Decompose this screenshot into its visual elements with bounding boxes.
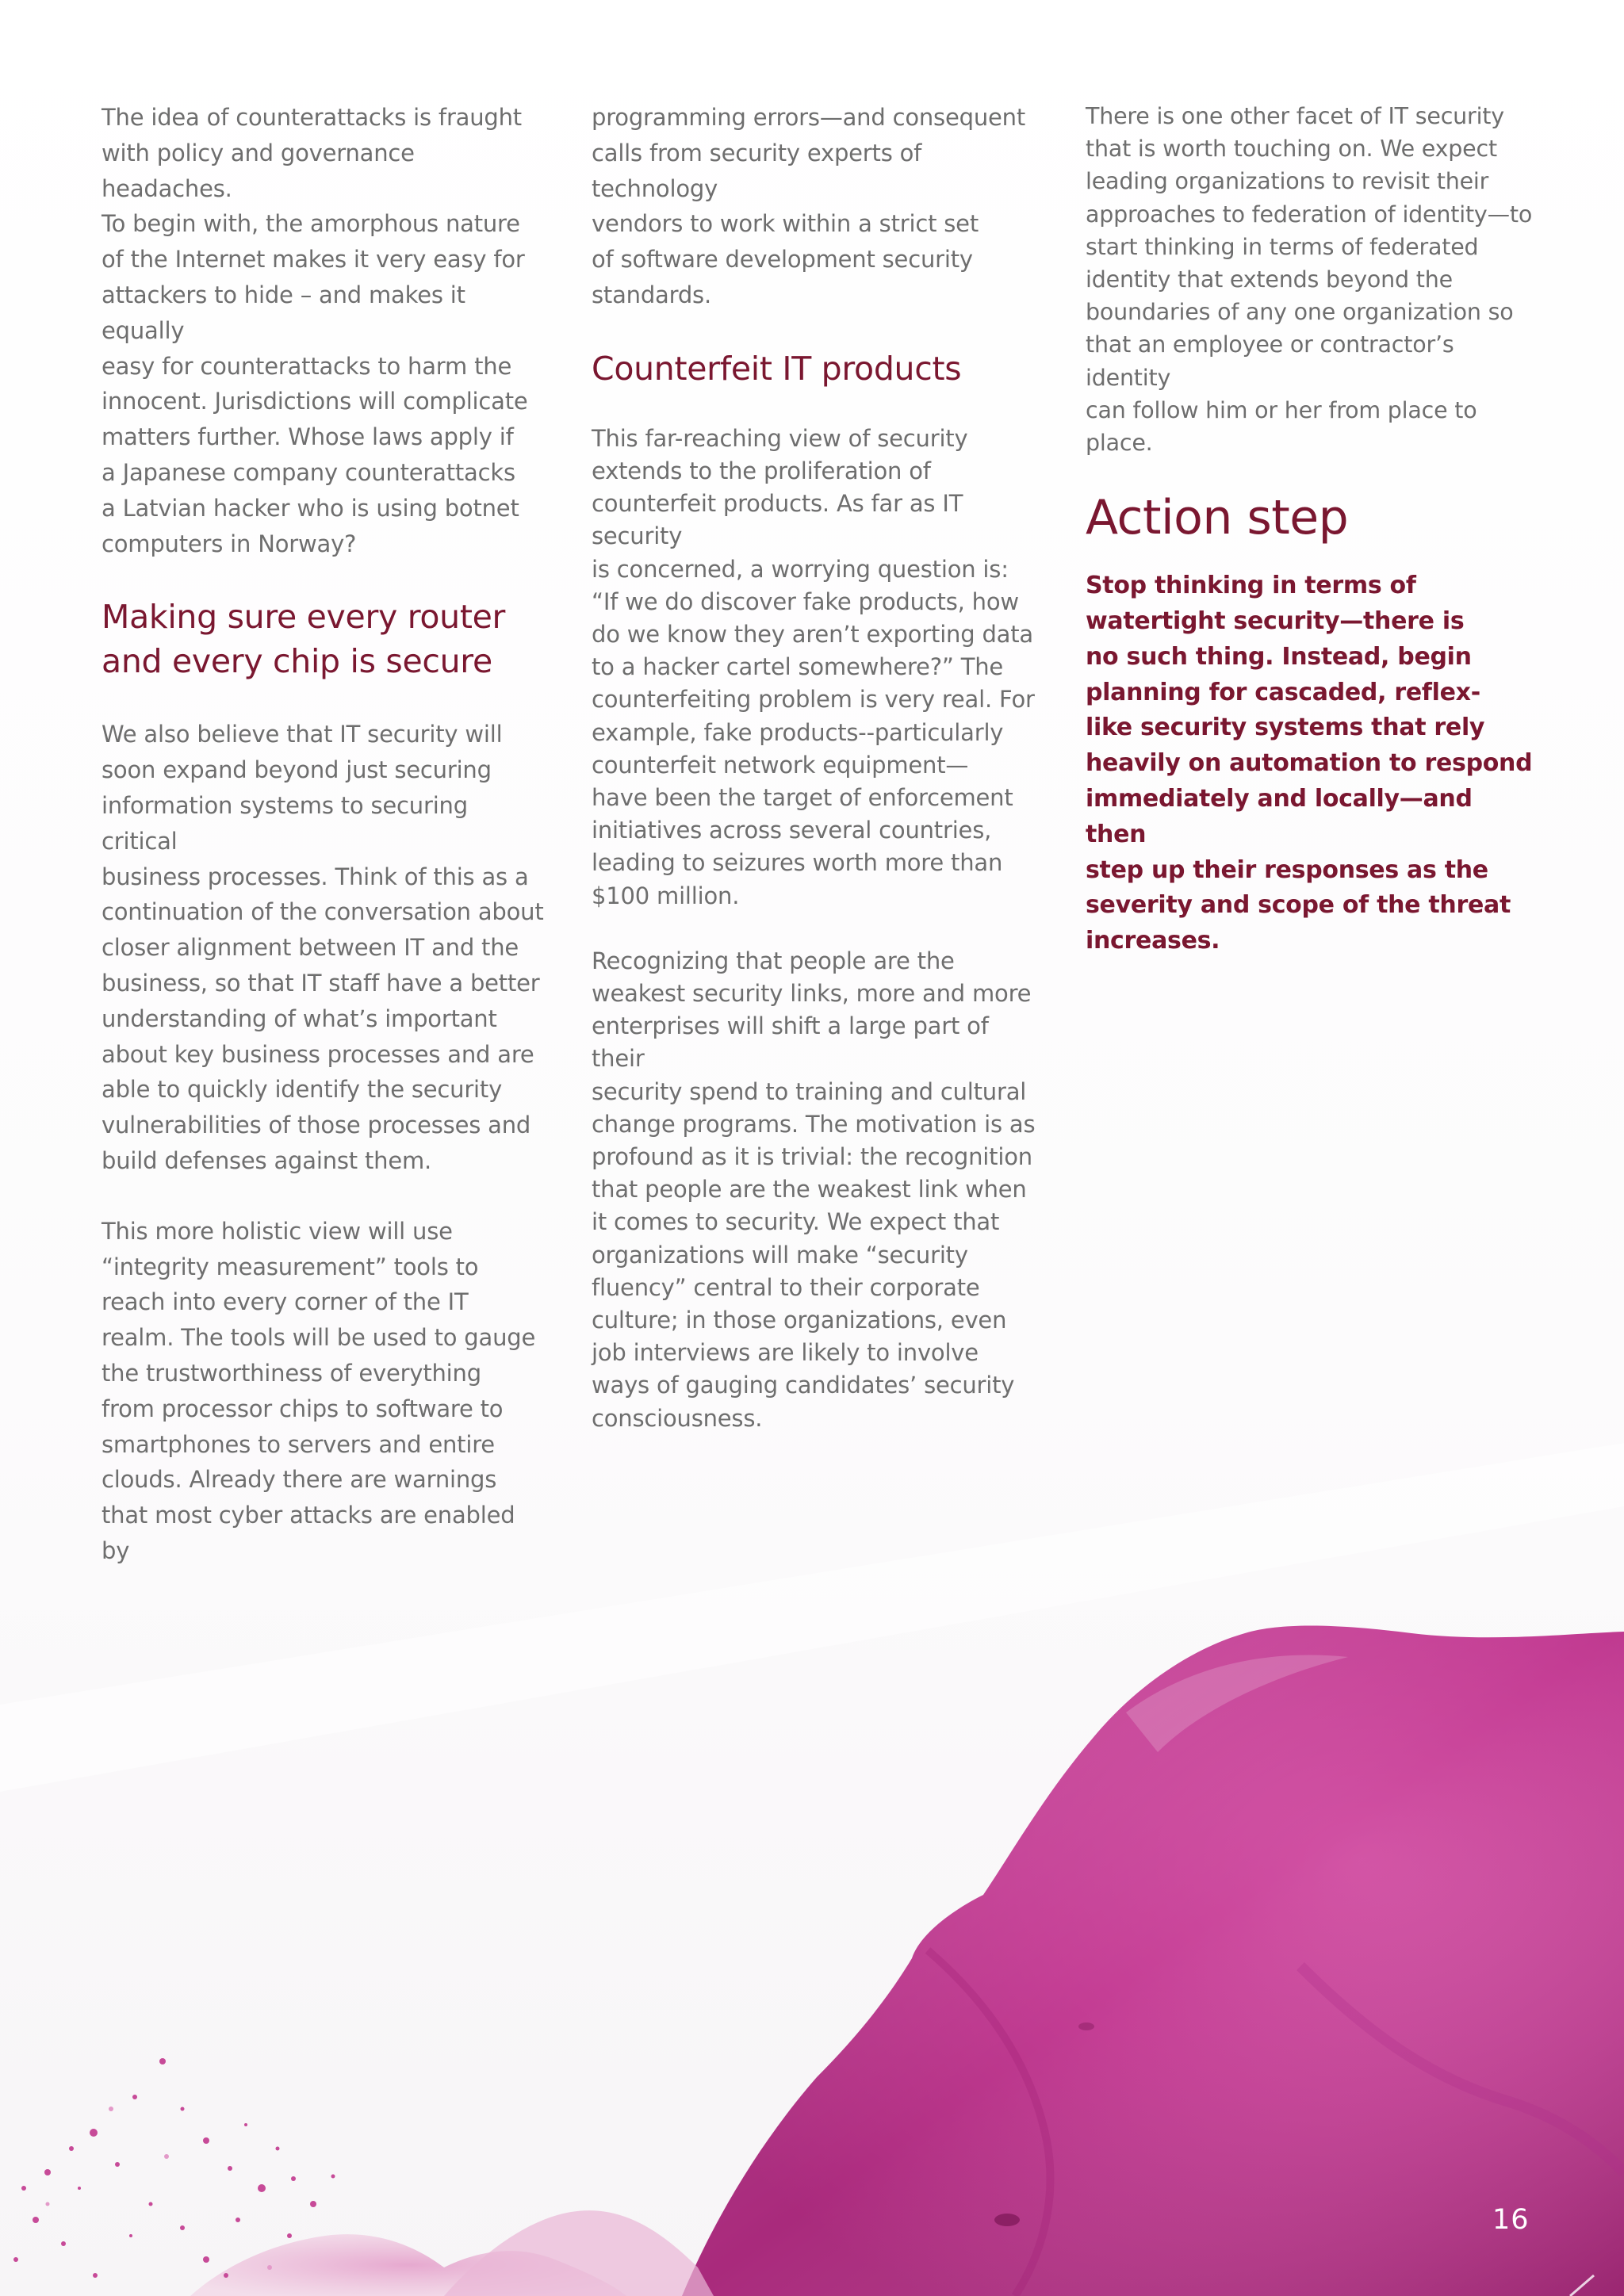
counterfeit-heading: Counterfeit IT products	[592, 349, 962, 388]
column-left	[102, 100, 546, 1569]
router-chip-heading: Making sure every router and every chip is secure	[102, 598, 506, 681]
business-processes-paragraph: We also believe that IT security will soon expand beyond just securing information systems to securing critical business processes. Think of this as a continuation of the conversation about closer alignment between IT and the business, so that IT staff have a better understanding of what’s important about key business processes and are able to quickly identify the security vulnerabilities of those processes and build defenses against them.	[102, 721, 544, 1174]
people-weakest-link-paragraph: Recognizing that people are the weakest security links, more and more enterprises will shift a large part of their security spend to training and cultural change programs. The motivation is as profound as it is trivial: the recognition that people are the weakest link when it comes to security. We expect that organizations will make “security fluency” central to their corporate culture; in those organizations, even job interviews are likely to involve ways of gauging candidates’ security consciousness.	[592, 947, 1036, 1432]
programming-errors-paragraph: programming errors—and consequent calls from security experts of technology vendors to work within a strict set of software development security standards.	[592, 104, 1025, 308]
counterfeit-paragraph: This far-reaching view of security extends to the proliferation of counterfeit products. As far as IT security is concerned, a worrying question is: “If we do discover fake products, how do we know they aren’t exporting data to a hacker cartel somewhere?” The counterfeiting problem is very real. For example, fake products--particularly counterfeit network equipment— have been the target of enforcement initiatives across several countries, leading to seizures worth more than $100 million.	[592, 424, 1035, 909]
column-middle	[592, 100, 1036, 1435]
column-right	[1086, 100, 1534, 959]
page-number: 16	[1492, 2204, 1530, 2236]
integrity-measurement-paragraph: This more holistic view will use “integrity measurement” tools to reach into every corner of the IT realm. The tools will be used to gauge the trustworthiness of everything from processor chips to software to smartphones to servers and entire clouds. Already there are warnings that most cyber attacks are enabled by	[102, 1217, 536, 1564]
counterattacks-paragraph: The idea of counterattacks is fraught with policy and governance headaches. To begin with, the amorphous nature of the Internet makes it very easy for attackers to hide – and makes it equally easy for counterattacks to harm the innocent. Jurisdictions will complicate matters further. Whose laws apply if a Japanese company counterattacks a Latvian hacker who is using botnet computers in Norway?	[102, 104, 528, 557]
action-step-text: Stop thinking in terms of watertight security—there is no such thing. Instead, begin planning for cascaded, reflex- like security systems that rely heavily on automation to respond immediately and locally—and then step up their responses as the severity and scope of the threat increases.	[1086, 572, 1533, 955]
action-step-heading: Action step	[1086, 490, 1349, 546]
federated-identity-paragraph: There is one other facet of IT security that is worth touching on. We expect leading organizations to revisit their approaches to federation of identity—to start thinking in terms of federated identity that extends beyond the boundaries of any one organization so that an employee or contractor’s identity can follow him or her from place to place.	[1086, 103, 1533, 457]
